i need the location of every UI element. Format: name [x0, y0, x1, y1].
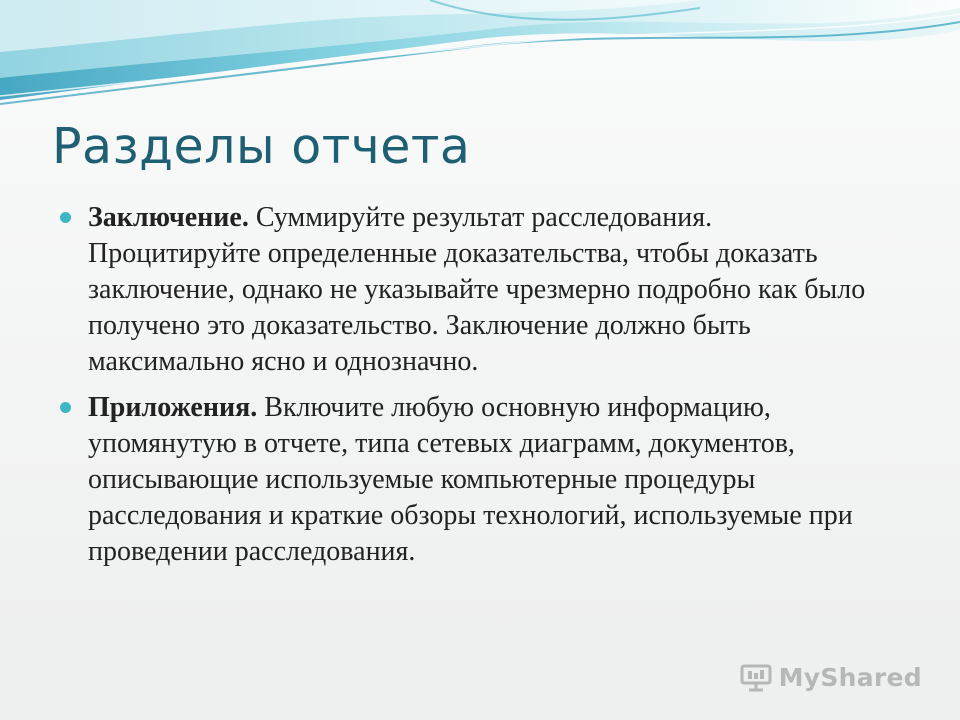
bullet-item-appendices [60, 390, 880, 570]
circle-bullet-icon [60, 212, 71, 223]
presentation-board-icon [739, 662, 773, 692]
watermark [739, 662, 922, 692]
bullet-term: Приложения. [88, 392, 258, 423]
watermark-text: MyShared [778, 662, 922, 692]
bullet-text: Включите любую основную информацию, упомянутую в отчете, типа сетевых диаграмм, документов, описывающие используемые компьютерные процедуры расследования и краткие обзоры технологий, используемые при проведении расследования. [88, 392, 853, 567]
bullet-text: Суммируйте результат расследования. Процитируйте определенные доказательства, чтобы доказать заключение, однако не указывайте чрезмерно подробно как было получено это доказательство. Заключение должно быть максимально ясно и однозначно. [88, 202, 866, 377]
bullet-list [60, 200, 880, 580]
bullet-term: Заключение. [88, 202, 249, 233]
bullet-item-conclusion [60, 200, 880, 380]
slide-title: Разделы отчета [52, 118, 471, 175]
header-waves-decoration [0, 0, 960, 130]
circle-bullet-icon [60, 402, 71, 413]
